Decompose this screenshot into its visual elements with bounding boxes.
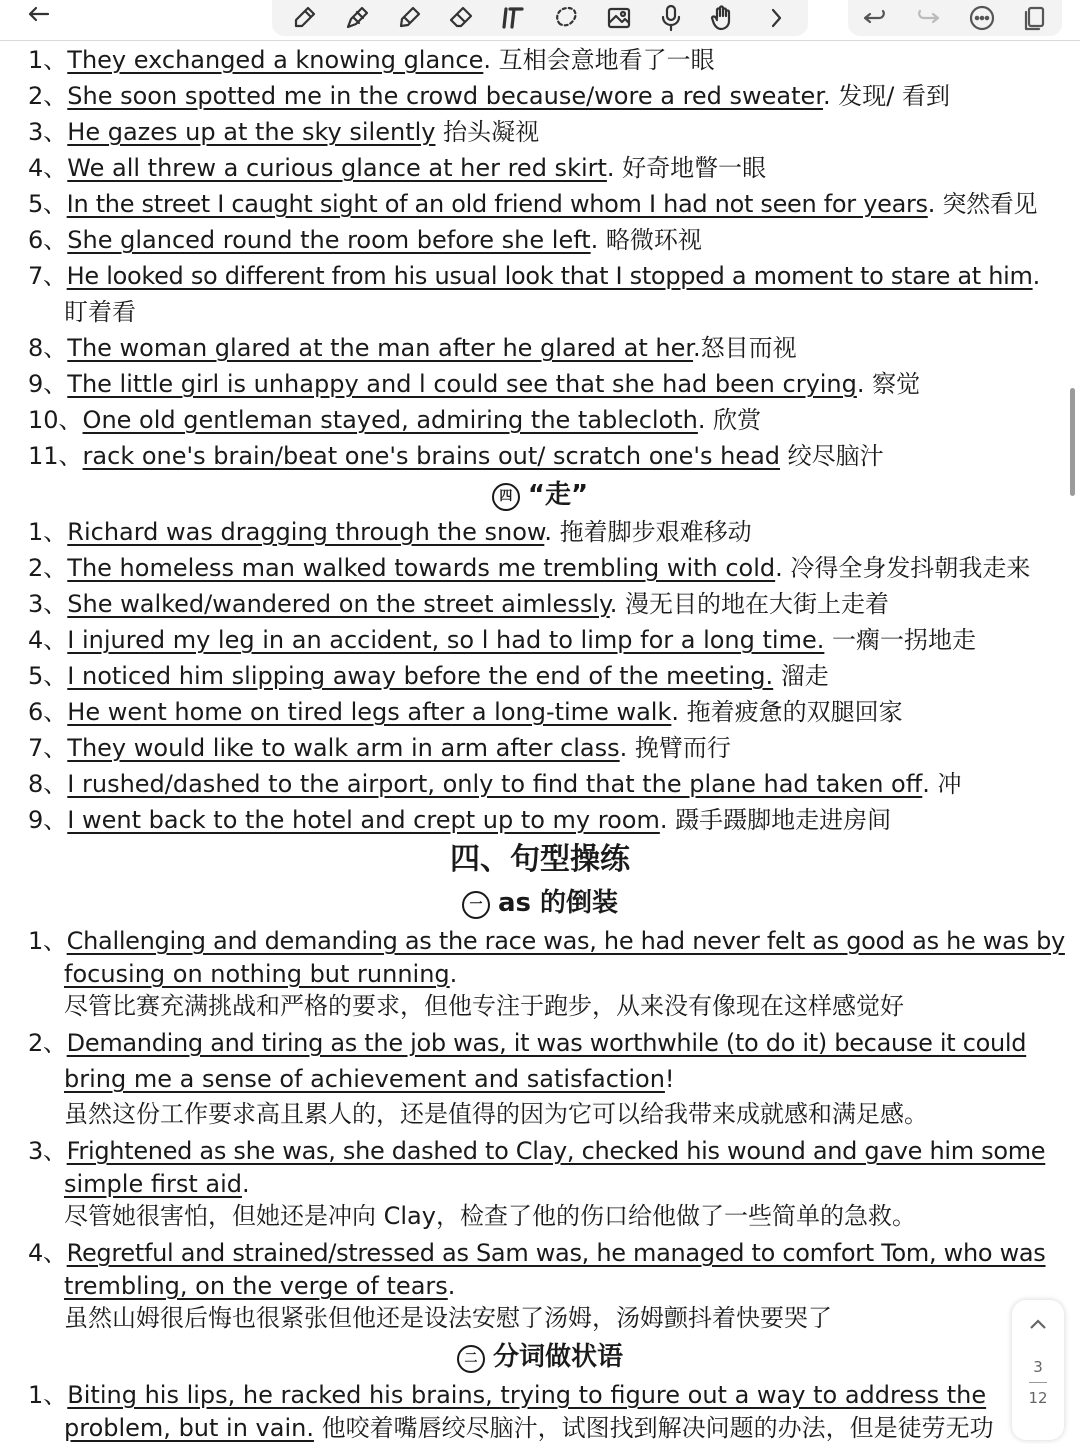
list-item: 3、He gazes up at the sky silently 抬头凝视: [28, 118, 540, 146]
microphone-icon[interactable]: [655, 2, 687, 34]
list-item: 1、Biting his lips, he racked his brains, trying to figure out a way to address the: [28, 1381, 987, 1409]
page-separator: [1029, 1382, 1047, 1383]
list-item: 1、They exchanged a knowing glance. 互相会意地看了一眼: [28, 46, 715, 74]
list-item: 5、In the street I caught sight of an old friend whom I had not seen for years. 突然看见: [28, 190, 1038, 218]
chevron-up-icon[interactable]: [1012, 1314, 1064, 1340]
list-item: 7、They would like to walk arm in arm after class. 挽臂而行: [28, 734, 731, 762]
section-heading-as: 一 as 的倒装: [0, 886, 1080, 920]
list-item-continuation: trembling, on the verge of tears.: [64, 1272, 456, 1300]
text-tool-icon[interactable]: [498, 2, 530, 34]
toolbar-tools-group: [272, 0, 808, 36]
list-item: 4、We all threw a curious glance at her red skirt. 好奇地瞥一眼: [28, 154, 767, 182]
list-item: 2、Demanding and tiring as the job was, it was worthwhile (to do it) because it could: [28, 1029, 1027, 1057]
list-item: 9、The little girl is unhappy and l could see that she had been crying. 察觉: [28, 370, 921, 398]
list-item: 3、Frightened as she was, she dashed to Clay, checked his wound and gave him some: [28, 1137, 1046, 1165]
list-item: 2、She soon spotted me in the crowd because/wore a red sweater. 发现/ 看到: [28, 82, 950, 110]
list-item-translation: 尽管她很害怕，但她还是冲向 Clay，检查了他的伤口给他做了一些简单的急救。: [64, 1202, 916, 1230]
circled-number: 四: [492, 483, 520, 511]
list-item-continuation: bring me a sense of achievement and satisfaction!: [64, 1065, 675, 1093]
toolbar-left-group: [0, 0, 72, 36]
circled-number: 二: [457, 1345, 485, 1373]
image-icon[interactable]: [603, 2, 635, 34]
list-item: 7、He looked so different from his usual look that I stopped a moment to stare at him.: [28, 262, 1040, 290]
list-item-continuation: problem, but in vain. 他咬着嘴唇绞尽脑汁，试图找到解决问题的办法，但是徒劳无功: [64, 1414, 994, 1442]
list-item: 8、I rushed/dashed to the airport, only to find that the plane had taken off. 冲: [28, 770, 962, 798]
list-item: 9、I went back to the hotel and crept up to my room. 蹑手蹑脚地走进房间: [28, 806, 892, 834]
page-title: 四、句型操练: [450, 842, 630, 877]
total-pages: 12: [1028, 1389, 1048, 1407]
undo-icon[interactable]: [859, 2, 891, 34]
hand-icon[interactable]: [707, 2, 739, 34]
copy-icon[interactable]: [1019, 2, 1051, 34]
list-item: 1、Richard was dragging through the snow. 拖着脚步艰难移动: [28, 518, 752, 546]
circled-number: 一: [462, 891, 490, 919]
more-icon[interactable]: [966, 2, 998, 34]
list-item: 6、He went home on tired legs after a long-time walk. 拖着疲惫的双腿回家: [28, 698, 903, 726]
current-page: 3: [1033, 1358, 1043, 1376]
section-heading-walk: 四 “走”: [0, 478, 1080, 512]
page-navigator: [1012, 1300, 1064, 1440]
toolbar-actions-group: [848, 0, 1062, 36]
section-heading-participle: 二 分词做状语: [0, 1340, 1080, 1374]
lasso-icon[interactable]: [550, 2, 582, 34]
redo-icon[interactable]: [912, 2, 944, 34]
highlighter-icon[interactable]: [341, 2, 373, 34]
pen-icon[interactable]: [288, 2, 320, 34]
list-item: 3、She walked/wandered on the street aimlessly. 漫无目的地在大街上走着: [28, 590, 890, 618]
list-item: 4、I injured my leg in an accident, so l had to limp for a long time. 一瘸一拐地走: [28, 626, 976, 654]
list-item-translation: 尽管比赛充满挑战和严格的要求，但他专注于跑步，从来没有像现在这样感觉好: [64, 992, 904, 1020]
list-item: 2、The homeless man walked towards me trembling with cold. 冷得全身发抖朝我走来: [28, 554, 1031, 582]
eraser-icon[interactable]: [445, 2, 477, 34]
list-item-translation: 虽然山姆很后悔也很紧张但他还是设法安慰了汤姆，汤姆颤抖着快要哭了: [64, 1304, 832, 1332]
list-item-continuation: simple first aid.: [64, 1170, 250, 1198]
scrollbar-thumb[interactable]: [1070, 388, 1075, 496]
back-arrow-icon[interactable]: [22, 2, 54, 34]
chevron-right-icon[interactable]: [760, 2, 792, 34]
list-item: 4、Regretful and strained/stressed as Sam was, he managed to comfort Tom, who was: [28, 1239, 1046, 1267]
list-item-continuation: 盯着看: [64, 298, 136, 326]
list-item: 10、One old gentleman stayed, admiring the tablecloth. 欣赏: [28, 406, 762, 434]
list-item: 5、I noticed him slipping away before the end of the meeting. 溜走: [28, 662, 829, 690]
marker-icon[interactable]: [393, 2, 425, 34]
list-item-continuation: focusing on nothing but running.: [64, 960, 458, 988]
top-toolbar: [0, 0, 1080, 41]
list-item: 8、The woman glared at the man after he glared at her.怒目而视: [28, 334, 797, 362]
list-item: 1、Challenging and demanding as the race was, he had never felt as good as he was by: [28, 927, 1065, 955]
list-item: 11、rack one's brain/beat one's brains out/ scratch one's head 绞尽脑汁: [28, 442, 884, 470]
list-item-translation: 虽然这份工作要求高且累人的，还是值得的因为它可以给我带来成就感和满足感。: [64, 1100, 928, 1128]
list-item: 6、She glanced round the room before she left. 略微环视: [28, 226, 702, 254]
